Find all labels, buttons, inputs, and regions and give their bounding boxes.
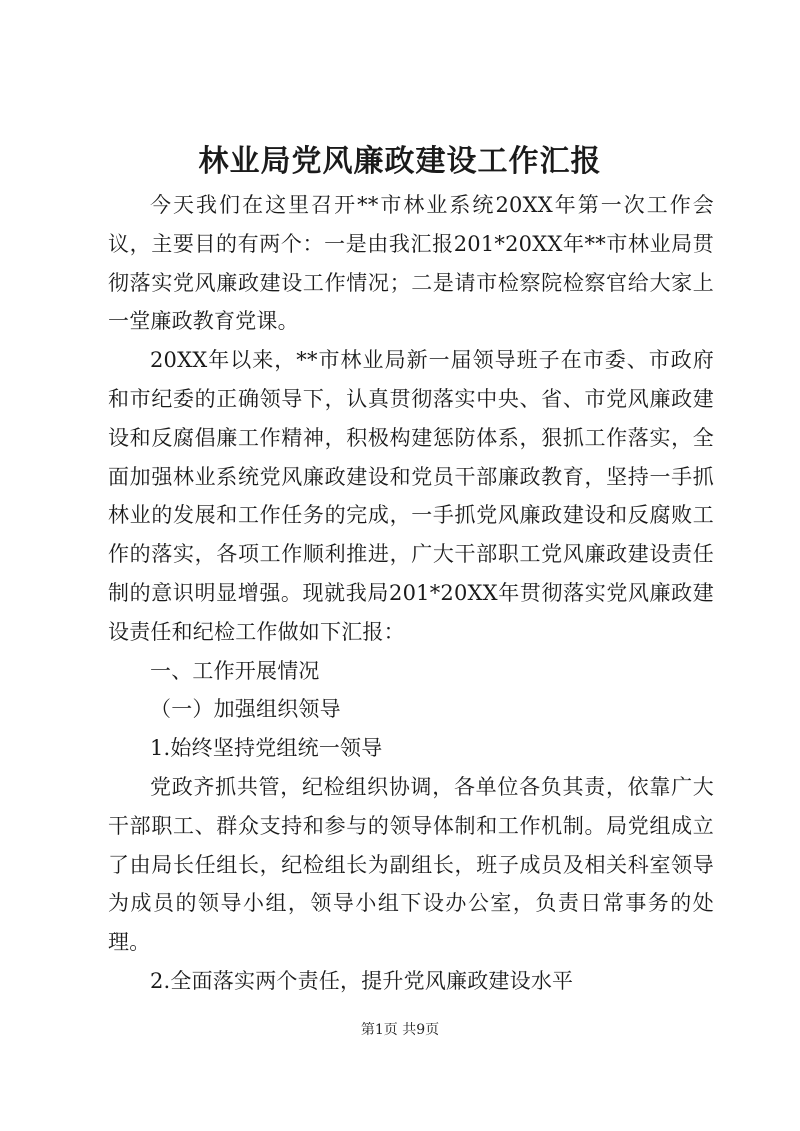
paragraph-leadership-system: 党政齐抓共管，纪检组织协调，各单位各负其责，依靠广大干部职工、群众支持和参与的领导体制和工作机制。局党组成立了由局长任组长，纪检组长为副组长，班子成员及相关科室领导为成员的领导小组，领导小组下设办公室，负责日常事务的处理。 [108,774,714,955]
item-heading-two-responsibilities: 2.全面落实两个责任，提升党风廉政建设水平 [150,968,574,993]
subsection-heading-organization: （一）加强组织领导 [150,697,341,722]
paragraph-overview: 20XX年以来，**市林业局新一届领导班子在市委、市政府和市纪委的正确领导下，认真贯彻落实中央、省、市党风廉政建设和反腐倡廉工作精神，积极构建惩防体系，狠抓工作落实，全面加强林业系统党风廉政建设和党员干部廉政教育，坚持一手抓林业的发展和工作任务的完成，一手抓党风廉政建设和反腐败工作的落实，各项工作顺利推进，广大干部职工党风廉政建设责任制的意识明显增强。现就我局201*20XX年贯彻落实党风廉政建设责任和纪检工作做如下汇报： [108,348,714,644]
item-heading-party-leadership: 1.始终坚持党组统一领导 [150,736,383,761]
paragraph-intro: 今天我们在这里召开**市林业系统20XX年第一次工作会议，主要目的有两个：一是由我汇报201*20XX年**市林业局贯彻落实党风廉政建设工作情况；二是请市检察院检察官给大家上一堂廉政教育党课。 [108,193,714,334]
document-body [108,186,714,1001]
section-heading-work-status: 一、工作开展情况 [150,658,320,683]
page-number-footer: 第1页 共9页 [360,1022,440,1038]
document-title: 林业局党风廉政建设工作汇报 [198,144,602,179]
